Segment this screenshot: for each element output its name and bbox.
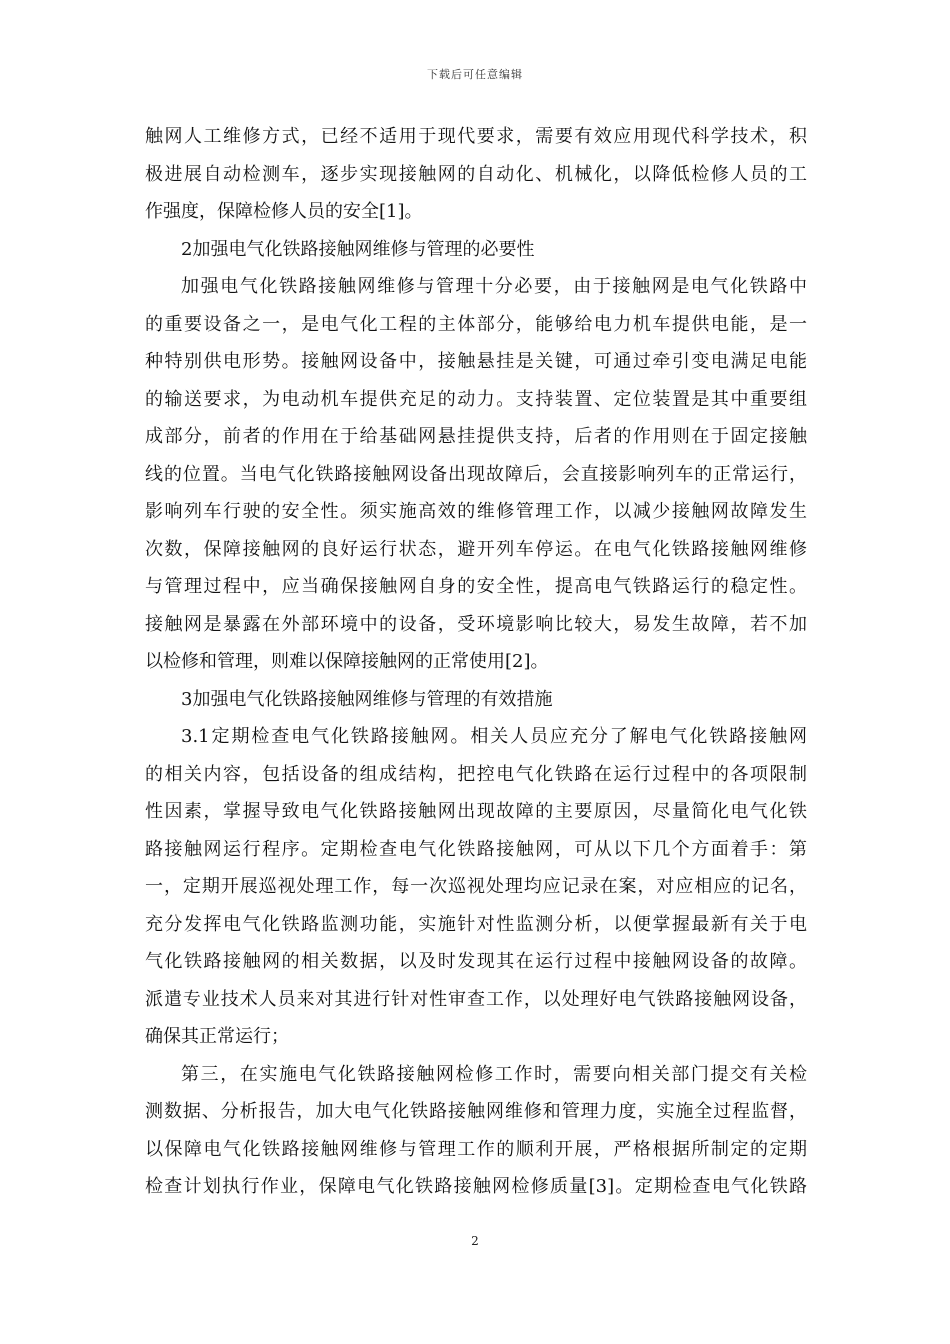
body-line: 充分发挥电气化铁路监测功能，实施针对性监测分析，以便掌握最新有关于电 — [145, 913, 807, 935]
body-line: 作强度，保障检修人员的安全[1]。 — [145, 201, 423, 222]
body-line: 第三，在实施电气化铁路接触网检修工作时，需要向相关部门提交有关检 — [181, 1063, 807, 1085]
body-line: 一，定期开展巡视处理工作，每一次巡视处理均应记录在案，对应相应的记名， — [145, 876, 807, 897]
body-line: 测数据、分析报告，加大电气化铁路接触网维修和管理力度，实施全过程监督， — [145, 1101, 807, 1122]
body-line: 线的位置。当电气化铁路接触网设备出现故障后，会直接影响列车的正常运行， — [145, 463, 807, 485]
body-line: 影响列车行驶的安全性。须实施高效的维修管理工作，以减少接触网故障发生 — [145, 501, 807, 522]
body-line: 触网人工维修方式，已经不适用于现代要求，需要有效应用现代科学技术，积 — [145, 126, 807, 147]
page-number: 2 — [471, 1234, 479, 1248]
document-body — [145, 118, 807, 1206]
section-heading: 3加强电气化铁路接触网维修与管理的有效措施 — [181, 688, 553, 710]
body-line: 以保障电气化铁路接触网维修与管理工作的顺利开展，严格根据所制定的定期 — [145, 1138, 807, 1160]
body-line: 路接触网运行程序。定期检查电气化铁路接触网，可从以下几个方面着手：第 — [145, 838, 807, 860]
body-line: 性因素，掌握导致电气化铁路接触网出现故障的主要原因，尽量简化电气化铁 — [145, 801, 807, 822]
page-header: 下载后可任意编辑 — [427, 68, 523, 81]
body-line: 的重要设备之一，是电气化工程的主体部分，能够给电力机车提供电能，是一 — [145, 313, 807, 335]
subsection-line: 3.1定期检查电气化铁路接触网。相关人员应充分了解电气化铁路接触网 — [181, 726, 807, 747]
section-heading: 2加强电气化铁路接触网维修与管理的必要性 — [181, 238, 535, 260]
body-line: 的相关内容，包括设备的组成结构，把控电气化铁路在运行过程中的各项限制 — [145, 763, 807, 785]
body-line: 检查计划执行作业，保障电气化铁路接触网检修质量[3]。定期检查电气化铁路 — [145, 1176, 807, 1197]
body-line: 气化铁路接触网的相关数据，以及时发现其在运行过程中接触网设备的故障。 — [145, 951, 807, 972]
body-line: 成部分，前者的作用在于给基础网悬挂提供支持，后者的作用则在于固定接触 — [145, 426, 807, 447]
body-line: 次数，保障接触网的良好运行状态，避开列车停运。在电气化铁路接触网维修 — [145, 538, 807, 560]
body-line: 与管理过程中，应当确保接触网自身的安全性，提高电气铁路运行的稳定性。 — [145, 576, 807, 597]
body-line: 加强电气化铁路接触网维修与管理十分必要，由于接触网是电气化铁路中 — [181, 276, 807, 297]
body-line: 确保其正常运行； — [145, 1026, 289, 1047]
body-line: 派遣专业技术人员来对其进行针对性审查工作，以处理好电气铁路接触网设备， — [145, 988, 807, 1010]
body-line: 的输送要求，为电动机车提供充足的动力。支持装置、定位装置是其中重要组 — [145, 388, 807, 410]
body-line: 极进展自动检测车，逐步实现接触网的自动化、机械化，以降低检修人员的工 — [145, 163, 807, 185]
body-line: 接触网是暴露在外部环境中的设备，受环境影响比较大，易发生故障，若不加 — [145, 613, 807, 635]
body-line: 种特别供电形势。接触网设备中，接触悬挂是关键，可通过牵引变电满足电能 — [145, 351, 807, 372]
body-line: 以检修和管理，则难以保障接触网的正常使用[2]。 — [145, 651, 549, 672]
